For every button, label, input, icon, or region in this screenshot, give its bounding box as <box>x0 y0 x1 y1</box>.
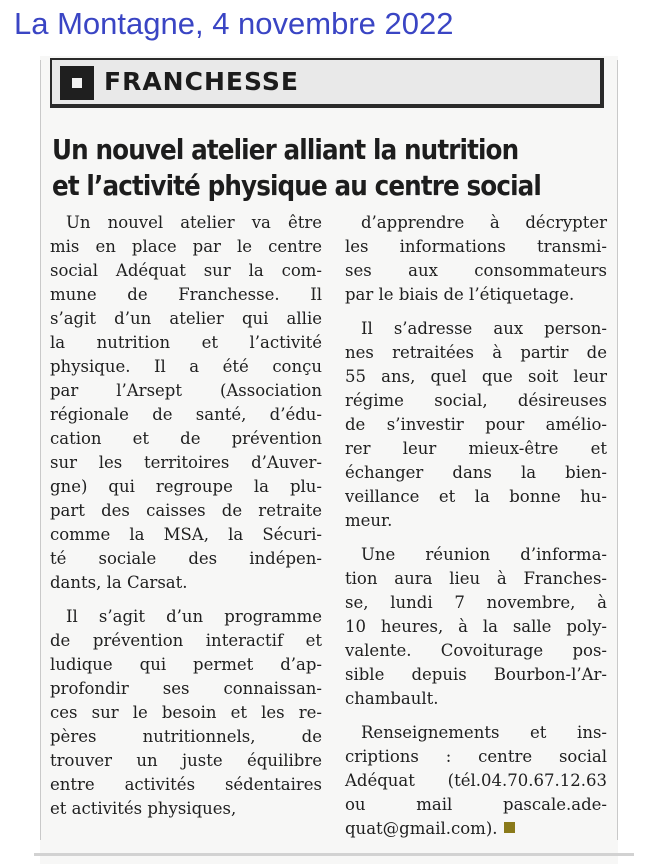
article-line: 55 ans, quel que soit leur <box>345 367 607 386</box>
article-line: valente. Covoiturage pos- <box>345 641 607 660</box>
article-line: régionale de santé, d’édu- <box>50 405 322 424</box>
article-line: meur. <box>345 511 393 530</box>
article-line: comme la MSA, la Sécuri- <box>50 525 322 544</box>
article-line: ludique qui permet d’ap- <box>50 655 322 674</box>
article-line: profondir ses connaissan- <box>50 679 322 698</box>
article-line: ses aux consommateurs <box>345 261 607 280</box>
article-line: physique. Il a été conçu <box>50 357 322 376</box>
article-line: entre activités sédentaires <box>50 775 322 794</box>
article-line: mune de Franchesse. Il <box>50 285 322 304</box>
article-line: sur les territoires d’Auver- <box>50 453 322 472</box>
article-line: Adéquat (tél.04.70.67.12.63 <box>345 771 607 790</box>
article-headline <box>52 132 545 204</box>
article-line: trouver un juste équilibre <box>50 751 322 770</box>
paragraph-gap <box>345 711 607 721</box>
article-line: dants, la Carsat. <box>50 573 188 592</box>
article-line: échanger dans la bien- <box>345 463 607 482</box>
section-rubric <box>50 58 604 108</box>
article-line: rer leur mieux-être et <box>345 439 607 458</box>
article-line: s’agit d’un atelier qui allie <box>50 309 322 328</box>
article-line: criptions : centre social <box>345 747 607 766</box>
article-line: se, lundi 7 novembre, à <box>345 593 607 612</box>
article-line: tion aura lieu à Franches- <box>345 569 607 588</box>
article-column-right <box>345 211 607 841</box>
article-line: 10 heures, à la salle poly- <box>345 617 607 636</box>
article-line: par l’Arsept (Association <box>50 381 322 400</box>
article-line: régime social, désireuses <box>345 391 607 410</box>
article-column-left <box>50 211 322 821</box>
article-line: Renseignements et ins- <box>361 723 607 742</box>
article-line: pères nutritionnels, de <box>50 727 322 746</box>
headline-line: et l’activité physique au centre social <box>52 169 541 202</box>
article-line: la nutrition et l’activité <box>50 333 322 352</box>
article-line: Il s’agit d’un programme <box>66 607 322 626</box>
article-line: quat@gmail.com). <box>345 817 607 841</box>
article-line: d’apprendre à décrypter <box>361 213 607 232</box>
article-line: de prévention interactif et <box>50 631 322 650</box>
rubric-square-icon <box>60 66 94 100</box>
article-line: social Adéquat sur la com- <box>50 261 322 280</box>
column-rule-right <box>617 60 618 840</box>
source-caption: La Montagne, 4 novembre 2022 <box>14 6 454 41</box>
article-line: gne) qui regroupe la plu- <box>50 477 322 496</box>
newspaper-clipping <box>40 56 618 864</box>
article-line: Un nouvel atelier va être <box>66 213 322 232</box>
article-line: Une réunion d’informa- <box>361 545 607 564</box>
column-rule-left <box>40 60 41 840</box>
article-line: les informations transmi- <box>345 237 607 256</box>
article-line: par le biais de l’étiquetage. <box>345 285 575 304</box>
article-line: ou mail pascale.ade- <box>345 795 607 814</box>
article-line: té sociale des indépen- <box>50 549 322 568</box>
article-line: part des caisses de retraite <box>50 501 322 520</box>
article-line: cation et de prévention <box>50 429 322 448</box>
bottom-rule <box>34 853 634 856</box>
article-line: sible depuis Bourbon-l’Ar- <box>345 665 607 684</box>
article-line: chambault. <box>345 689 439 708</box>
paragraph-gap <box>345 307 607 317</box>
paragraph-gap <box>345 533 607 543</box>
article-line: veillance et la bonne hu- <box>345 487 607 506</box>
article-line: et activités physiques, <box>50 799 237 818</box>
article-line: mis en place par le centre <box>50 237 322 256</box>
article-line: Il s’adresse aux person- <box>361 319 607 338</box>
article-line: de s’investir pour amélio- <box>345 415 607 434</box>
rubric-label: FRANCHESSE <box>104 67 299 96</box>
article-line: ces sur le besoin et les re- <box>50 703 322 722</box>
headline-line: Un nouvel atelier alliant la nutrition <box>52 133 519 166</box>
article-line: nes retraitées à partir de <box>345 343 607 362</box>
end-of-article-mark <box>504 822 515 833</box>
paragraph-gap <box>50 595 322 605</box>
